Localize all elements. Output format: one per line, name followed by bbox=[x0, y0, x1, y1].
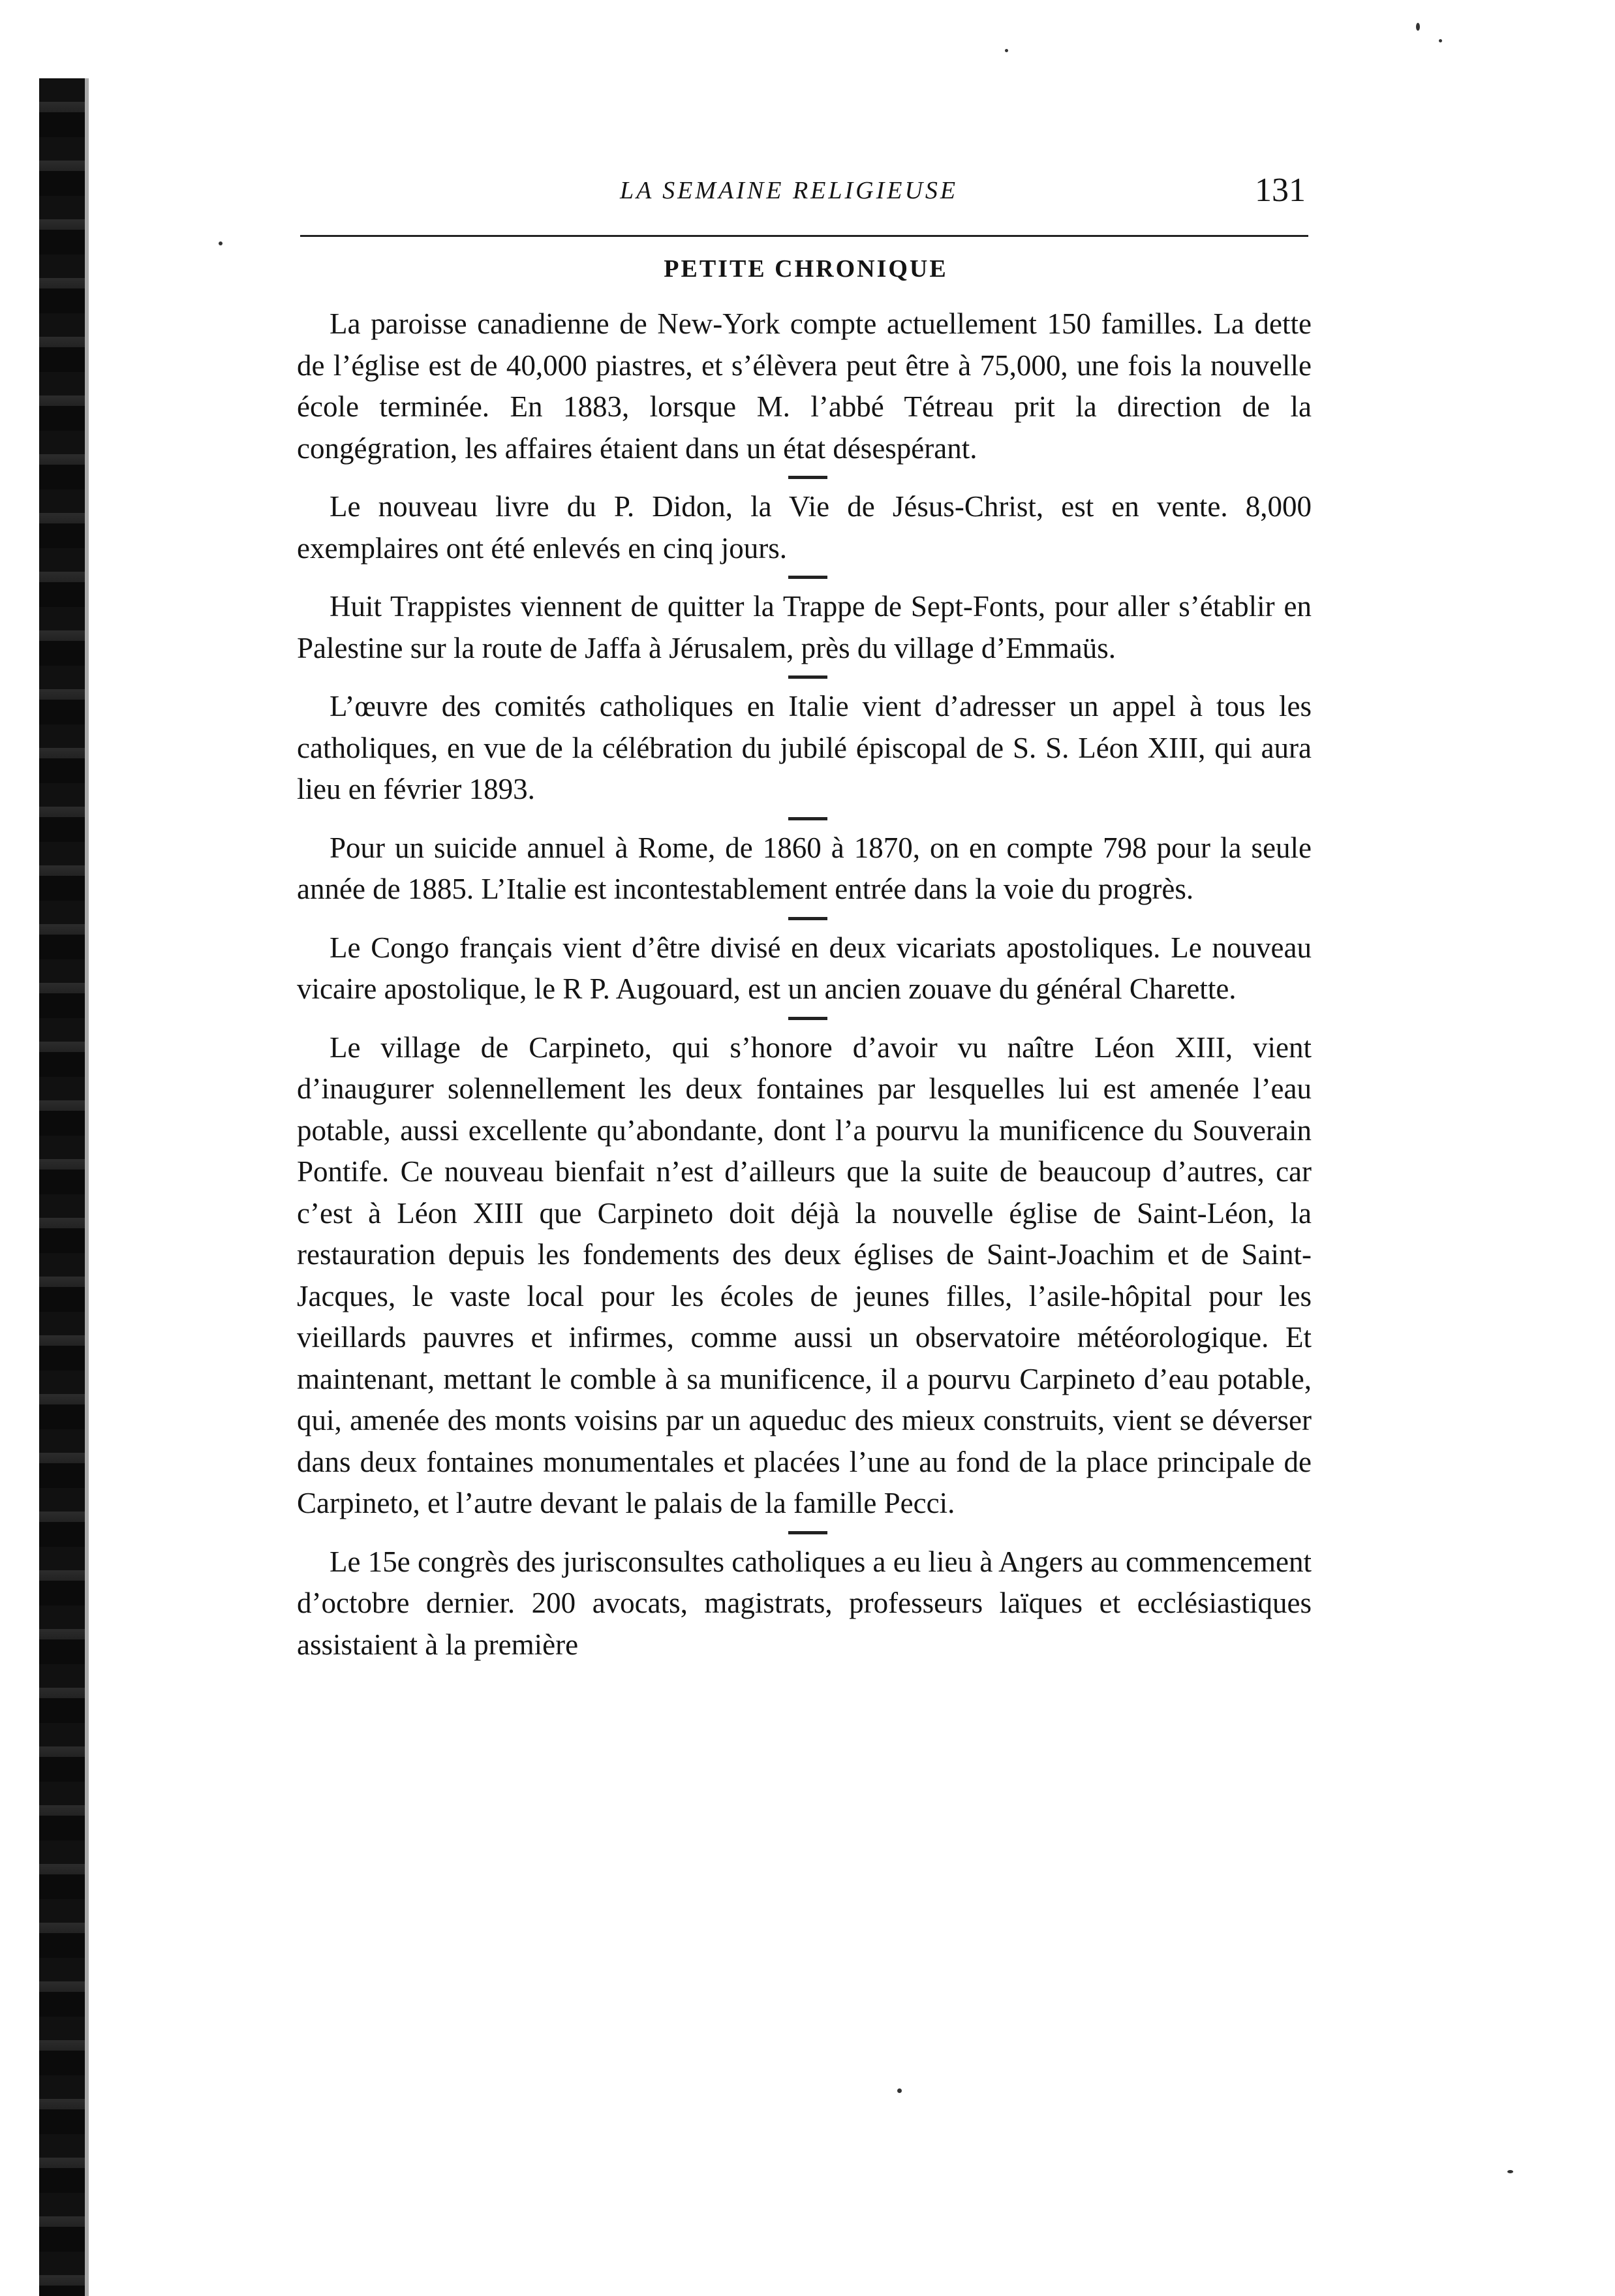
paragraph: Le Congo français vient d’être divisé en deux vicariats apostoliques. Le nouveau vicaire apostolique, le R P. Augouard, est un ancien zouave du général Charette. bbox=[297, 931, 1312, 1005]
book-spine-shadow bbox=[39, 78, 85, 2296]
separator-dash bbox=[788, 675, 827, 679]
print-speck bbox=[219, 241, 223, 245]
section-heading: PETITE CHRONIQUE bbox=[664, 255, 948, 283]
separator-dash bbox=[788, 917, 827, 920]
book-spine-edge bbox=[85, 78, 89, 2296]
print-speck bbox=[897, 2088, 902, 2093]
paragraph: L’œuvre des comités catholiques en Italie vient d’adresser un appel à tous les catholiques, en vue de la célébration du jubilé épiscopal de S. S. Léon XIII, qui aura lieu en février 1893. bbox=[297, 690, 1312, 805]
paragraph: Pour un suicide annuel à Rome, de 1860 à 1870, on en compte 798 pour la seule année de 1885. L’Italie est incontestablement entrée dans la voie du progrès. bbox=[297, 831, 1312, 905]
paragraph: Huit Trappistes viennent de quitter la Trappe de Sept-Fonts, pour aller s’établir en Palestine sur la route de Jaffa à Jérusalem, près du village d’Emmaüs. bbox=[297, 590, 1312, 664]
paragraph: La paroisse canadienne de New-York compte actuellement 150 familles. La dette de l’église est de 40,000 piastres, et s’élèvera peut être à 75,000, une fois la nouvelle école terminée. En 1883, lorsque M. l’abbé Tétreau prit la direction de la congégration, les affaires étaient dans un état désespérant. bbox=[297, 307, 1312, 465]
body-text bbox=[297, 303, 1312, 1666]
separator-dash bbox=[788, 817, 827, 820]
running-title: LA SEMAINE RELIGIEUSE bbox=[620, 177, 959, 204]
print-speck bbox=[1439, 39, 1442, 42]
separator-dash bbox=[788, 476, 827, 479]
page bbox=[297, 163, 1315, 1661]
paragraph: Le village de Carpineto, qui s’honore d’avoir vu naître Léon XIII, vient d’inaugurer solennellement les deux fontaines par lesquelles lui est amenée l’eau potable, aussi excellente qu’abondante, dont l’a pourvu la munificence du Souverain Pontife. Ce nouveau bienfait n’est d’ailleurs que la suite de beaucoup d’autres, car c’est à Léon XIII que Carpineto doit déjà la nouvelle église de Saint-Léon, la restauration depuis les fondements des deux églises de Saint-Joachim et de Saint-Jacques, le vaste local pour les écoles de jeunes filles, l’asile-hôpital pour les vieillards pauvres et infirmes, comme aussi un observatoire météorologique. Et maintenant, mettant le comble à sa munificence, il a pourvu Carpineto d’eau potable, qui, amenée des monts voisins par un aqueduc des mieux construits, vient se déverser dans deux fontaines monumentales et placées l’une au fond de la place principale de Carpineto, et l’autre devant le palais de la famille Pecci. bbox=[297, 1031, 1312, 1519]
print-speck bbox=[1416, 23, 1420, 31]
running-head bbox=[297, 163, 1315, 215]
print-speck bbox=[1005, 49, 1008, 52]
separator-dash bbox=[788, 1017, 827, 1020]
separator-dash bbox=[788, 1531, 827, 1534]
print-speck bbox=[1507, 2170, 1513, 2173]
header-rule bbox=[300, 235, 1308, 237]
page-number: 131 bbox=[1255, 172, 1306, 209]
separator-dash bbox=[788, 576, 827, 579]
paragraph: Le 15e congrès des jurisconsultes catholiques a eu lieu à Angers au commencement d’octobre dernier. 200 avocats, magistrats, professeurs laïques et ecclésiastiques assistaient à la première bbox=[297, 1545, 1312, 1661]
paragraph: Le nouveau livre du P. Didon, la Vie de Jésus-Christ, est en vente. 8,000 exemplaires ont été enlevés en cinq jours. bbox=[297, 490, 1312, 565]
